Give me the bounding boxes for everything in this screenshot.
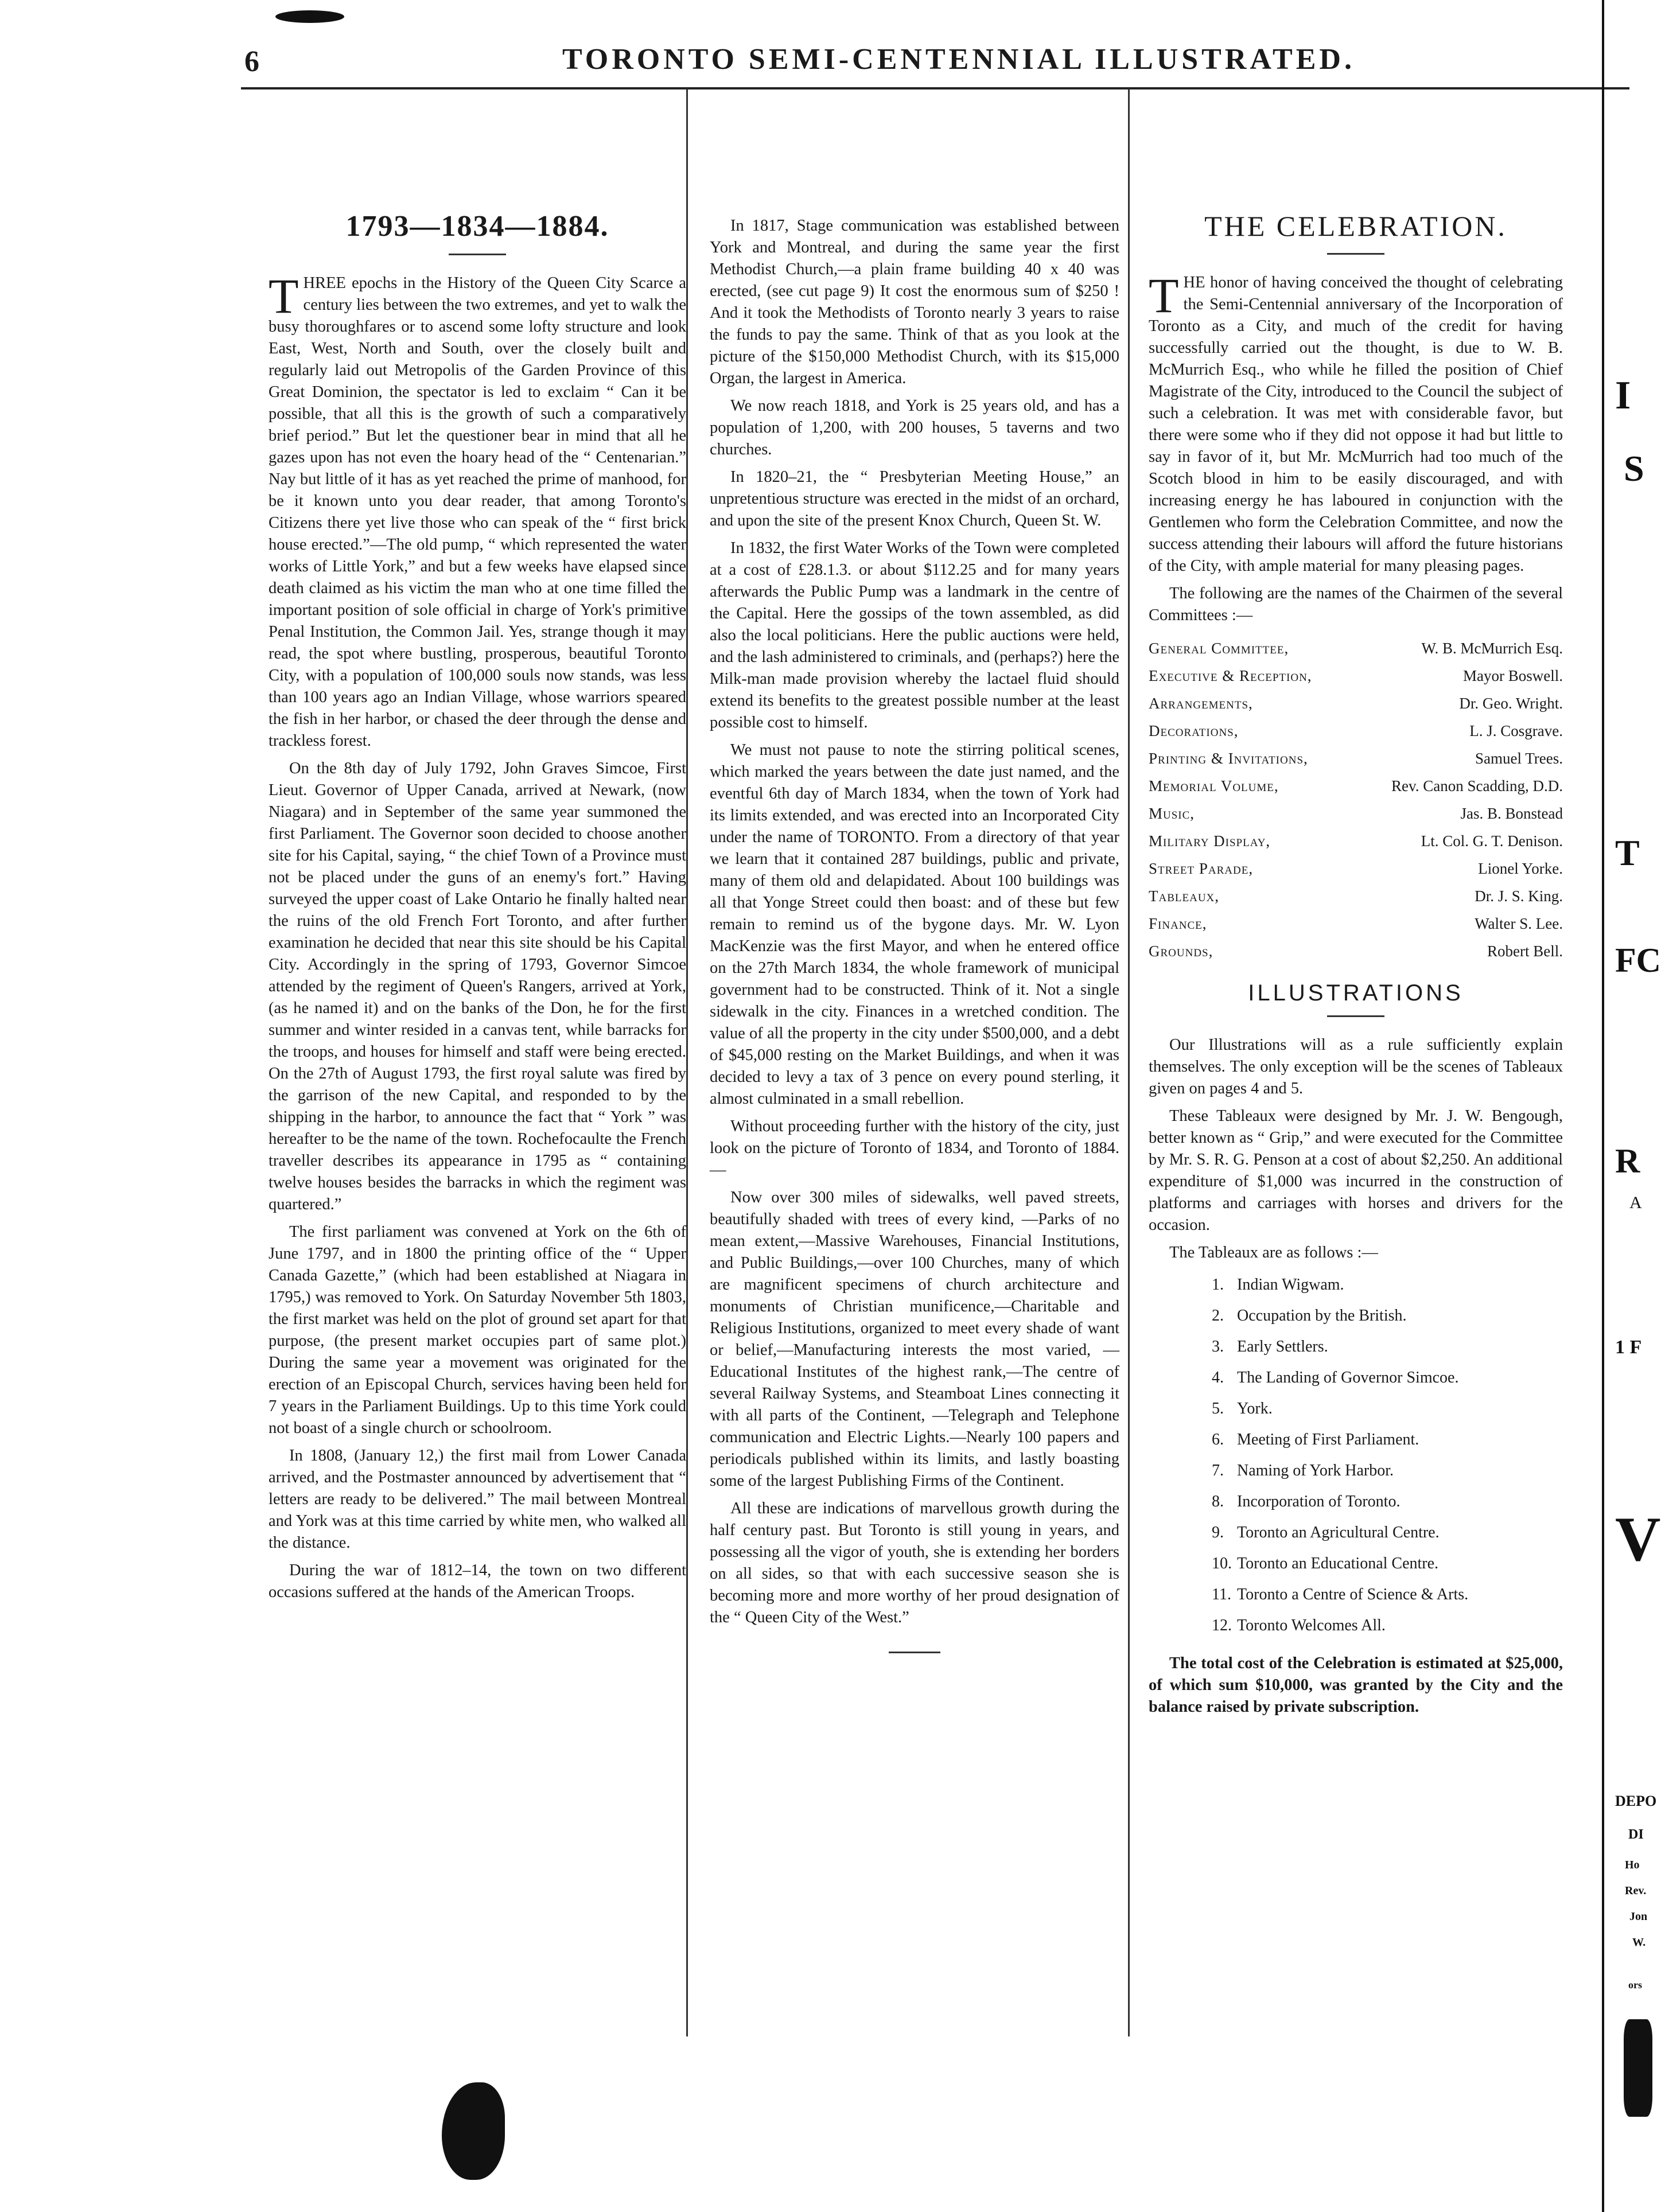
committee-name: Arrangements, [1149,695,1253,712]
list-item: 1. Indian Wigwam. [1212,1276,1344,1294]
adjacent-fragment: Jon [1629,1910,1648,1923]
chairman-row [1149,882,1563,910]
committee-name: Decorations, [1149,722,1239,739]
adjacent-fragment: S [1624,448,1644,489]
ink-blot [442,2082,505,2180]
list-item: 12. Toronto Welcomes All. [1212,1617,1386,1634]
list-item: 7. Naming of York Harbor. [1212,1462,1394,1479]
committee-name: Music, [1149,805,1195,822]
list-item: 5. York. [1212,1400,1273,1417]
paragraph: The Tableaux are as follows :— [1169,1244,1378,1261]
paragraph: All these are indications of marvellous growth during the half century past. But Toronto is still young in years, and possessing all the vigor of youth, she is extending her borders on all sides, so that with each successive season she is becoming more and more worthy of her proud designation of the “ Queen City of the West.” [710,1500,1119,1626]
chairman-name: Samuel Trees. [1475,750,1563,767]
committee-name: Memorial Volume, [1149,777,1279,795]
adjacent-fragment: R [1615,1142,1640,1180]
column-divider [1128,89,1130,2036]
adjacent-fragment: V [1615,1504,1661,1574]
paragraph: In 1820–21, the “ Presbyterian Meeting House,” an unpretentious structure was erected in the midst of an orchard, and upon the site of the present Knox Church, Queen St. W. [710,468,1119,529]
list-item: 11. Toronto a Centre of Science & Arts. [1212,1586,1469,1603]
chairman-row [1149,717,1563,745]
list-item: 6. Meeting of First Parliament. [1212,1431,1419,1448]
paragraph: On the 8th day of July 1792, John Graves Simcoe, First Lieut. Governor of Upper Canada, arrived at Newark, (now Niagara) and in September of the same year summoned the first Parliament. The Governor soon decided to choose another site for his Capital, saying, “ the chief Town of a Province must not be placed under the guns of an enemy's fort.” Having surveyed the upper coast of Lake Ontario he finally halted near the ruins of the old French Fort Toronto, and after further examination he decided that near this site should be his Capital City. Accordingly in the spring of 1793, Governor Simcoe attended by the regiment of Queen's Rangers, arrived at York, (as he named it) and on the banks of the Don, he for the first summer and winter resided in a canvas tent, while barracks for the troops, and houses for himself and staff were being erected. On the 27th of August 1793, the first royal salute was fired by the garrison of the new Capital, and responded to by the shipping in the harbor, to announce the fact that “ York ” was hereafter to be the name of the town. Rochefocaulte the French traveller describes its appearance in 1795 as “ containing twelve houses besides the barracks in which the regiment was quartered.” [269,760,686,1213]
adjacent-fragment: 1 F [1615,1337,1642,1358]
adjacent-fragment: A [1629,1193,1642,1212]
committee-name: Military Display, [1149,832,1271,850]
history-title: 1793—1834—1884. [345,210,609,243]
paragraph: THE honor of having conceived the thought of celebrating the Semi-Centennial anniversary of the Incorporation of Toronto as a City, and much of the credit for having successfully carried out the thought, is due to W. B. McMurrich Esq., who while he filled the position of Chief Magistrate of the City, introduced to the Council the subject of such a celebration. It was met with considerable favor, but there were some who if they did not oppose it had but little to say in favor of it, but Mr. McMurrich had too much of the Scotch blood in him to be easily discouraged, and with increasing energy he has laboured in conjunction with the Gentlemen who form the Celebration Committee, and now the success attending their labours will afford the future historians of the City, with ample material for many pleasing pages. [1149,268,1563,575]
chairman-name: Robert Bell. [1487,943,1563,960]
chairman-name: L. J. Cosgrave. [1469,722,1563,739]
chairman-name: Dr. Geo. Wright. [1459,695,1563,712]
paragraph: We now reach 1818, and York is 25 years old, and has a population of 1,200, with 200 houses, 5 taverns and two churches. [710,397,1119,458]
chairman-name: Walter S. Lee. [1475,915,1563,932]
adjacent-fragment: DEPO [1615,1793,1657,1809]
column-divider [686,89,688,2036]
paragraph: The total cost of the Celebration is estimated at $25,000, of which sum $10,000, was granted by the City and the balance raised by private subscription. [1149,1654,1563,1716]
paragraph: THREE epochs in the History of the Queen City Scarce a century lies between the two extremes, and yet to walk the busy thoroughfares or to ascend some lofty structure and look East, West, North and South, over the closely built and regularly laid out Metropolis of the Garden Province of this Great Dominion, the spectator is led to exclaim “ Can it be possible, that all this is the growth of such a comparatively brief period.” But let the questioner bear in mind that all he gazes upon has not even the hoary head of the “ Centenarian.” Nay but little of it has as yet reached the prime of manhood, for be it known unto you dear reader, that among Toronto's Citizens there yet live those who can speak of the “ first brick house erected.”—The old pump, “ which represented the water works of Little York,” and but a few weeks have elapsed since death claimed as his victim the man who at one time filled the important position of sole official in charge of York's primitive Penal Institution, the Common Jail. Yes, strange though it may read, the spot where bustling, prosperous, beautiful Toronto City, with a population of 100,000 souls now stands, was less than 100 years ago an Indian Village, whose warriors speared the fish in her harbor, or chased the deer through the dense and trackless forest. [269,268,686,750]
committee-name: Executive & Reception, [1149,667,1312,684]
list-item: 9. Toronto an Agricultural Centre. [1212,1524,1440,1541]
running-title: TORONTO SEMI-CENTENNIAL ILLUSTRATED. [562,43,1355,76]
column-history-continued [710,103,1119,1653]
paragraph: We must not pause to note the stirring political scenes, which marked the years between the date just named, and the eventful 6th day of March 1834, when the town of York had its limits extended, and was erected into an Incorporated City under the name of TORONTO. From a directory of that year we learn that it contained 287 buildings, public and private, many of them old and delapidated. About 100 buildings was all that Yonge Street could then boast: and of these but few remain to remind us of the bygone days. Mr. W. Lyon MacKenzie was the first Mayor, and when he entered office on the 27th March 1834, the whole framework of municipal government had to be constructed. Think of it. Not a single sidewalk in the city. Finances in a wretched condition. The value of all the property in the city under $500,000, and a debt of $45,000 resting on the Market Buildings, and when it was decided to levy a tax of 3 pence on every pound sterling, it almost culminated in a small rebellion. [710,741,1119,1108]
adjacent-fragment: ors [1628,1979,1642,1991]
tableaux-list [1212,1269,1563,1641]
adjacent-fragment: DI [1628,1827,1644,1842]
list-item: 10. Toronto an Educational Centre. [1212,1555,1439,1572]
column-celebration [1149,103,1563,1724]
adjacent-fragment: W. [1632,1936,1646,1949]
paragraph: Without proceeding further with the history of the city, just look on the picture of Toronto of 1834, and Toronto of 1884.— [710,1117,1119,1179]
adjacent-fragment: Rev. [1625,1884,1647,1897]
chairman-row [1149,634,1563,662]
chairman-name: Rev. Canon Scadding, D.D. [1391,777,1563,795]
chairman-row [1149,745,1563,772]
committee-name: Grounds, [1149,943,1213,960]
chairman-name: Dr. J. S. King. [1475,887,1563,905]
committee-name: Printing & Invitations, [1149,750,1308,767]
paragraph: During the war of 1812–14, the town on two different occasions suffered at the hands of the American Troops. [269,1561,686,1601]
chairman-name: Jas. B. Bonstead [1460,805,1563,822]
column-history [269,103,686,1609]
chairman-row [1149,690,1563,717]
chairman-row [1149,800,1563,827]
scan-margin [0,0,40,2212]
chairman-row [1149,910,1563,937]
paragraph: These Tableaux were designed by Mr. J. W. Bengough, better known as “ Grip,” and were executed for the Committee by Mr. S. R. G. Penson at a cost of about $2,250. An additional expenditure of $1,000 was incurred in the construction of platforms and carriages with horses and drivers for the occasion. [1149,1107,1563,1234]
adjacent-page-edge [1602,0,1604,2212]
paragraph: In 1832, the first Water Works of the Town were completed at a cost of £28.1.3. or about $112.25 and for many years afterwards the Public Pump was a landmark in the centre of the Capital. Here the gossips of the town assembled, as did also the local politicians. Here the public auctions were held, and the lash administered to criminals, and (perhaps?) here the Milk-man made provision whereby the lactael fluid should extend its benefits to the greatest possible number at the least possible cost to himself. [710,539,1119,731]
chairman-name: Lionel Yorke. [1478,860,1563,877]
list-item: 2. Occupation by the British. [1212,1307,1407,1325]
chairman-row [1149,662,1563,690]
committee-name: General Committee, [1149,640,1289,657]
committee-name: Street Parade, [1149,860,1254,877]
illustrations-heading: ILLUSTRATIONS [1248,980,1464,1006]
list-item: 8. Incorporation of Toronto. [1212,1493,1401,1510]
chairman-name: Lt. Col. G. T. Denison. [1421,832,1563,850]
paragraph: The first parliament was convened at York on the 6th of June 1797, and in 1800 the printing office of the “ Upper Canada Gazette,” (which had been established at Niagara in 1795,) was removed to York. On Saturday November 5th 1803, the first market was held on the plot of ground set apart for that purpose, (the present market occupies part of same plot.) During the same year a movement was originated for the erection of an Episcopal Church, services having been held for 7 years in the Parliament Buildings. Up to this time York could not boast of a single church or schoolroom. [269,1223,686,1437]
paragraph: In 1817, Stage communication was established between York and Montreal, and during the same year the first Methodist Church,—a plain frame building 40 x 40 was erected, (see cut page 9) It cost the enormous sum of $250 ! And it took the Methodists of Toronto nearly 3 years to raise the funds to pay the same. Think of that as you look at the picture of the $150,000 Methodist Church, with its $15,000 Organ, the largest in America. [710,217,1119,387]
committee-name: Finance, [1149,915,1207,932]
page-number: 6 [244,45,259,78]
chairman-row [1149,937,1563,965]
adjacent-fragment: T [1615,832,1640,873]
ink-blot [275,10,344,23]
paragraph: Now over 300 miles of sidewalks, well paved streets, beautifully shaded with trees of every kind, —Parks of no mean extent,—Massive Warehouses, Financial Institutions, and Public Buildings,—over 100 Churches, many of which are magnificent specimens of church architecture and monuments of Christian munificence,—Charitable and Religious Institutions, organized to meet every shade of want or belief,—Manufacturing interests the most varied, —Educational Institutes of the highest rank,—The centre of several Railway Systems, and Steamboat Lines connecting it with all parts of the Continent, —Telegraph and Telephone communication and Electric Lights.—Nearly 100 papers and periodicals published within its limits, and lastly boasting some of the largest Publishing Firms of the Continent. [710,1189,1119,1490]
end-rule [889,1652,940,1653]
adjacent-fragment: I [1615,373,1631,418]
list-item: 3. Early Settlers. [1212,1338,1328,1356]
adjacent-fragment: Ho [1625,1859,1640,1871]
adjacent-fragment: FC [1615,941,1661,979]
heading-rule [1327,1015,1384,1017]
ink-blot [1624,2019,1652,2117]
chairman-name: W. B. McMurrich Esq. [1421,640,1563,657]
paragraph: The following are the names of the Chairmen of the several Committees :— [1149,585,1563,624]
chairman-row [1149,772,1563,800]
list-item: 4. The Landing of Governor Simcoe. [1212,1369,1459,1387]
chairman-row [1149,827,1563,855]
paragraph: In 1808, (January 12,) the first mail from Lower Canada arrived, and the Postmaster announced by advertisement that “ letters are ready to be delivered.” The mail between Montreal and York was at this time carried by white men, who walked all the distance. [269,1447,686,1552]
chairman-row [1149,855,1563,882]
title-rule [449,254,506,255]
title-rule [1327,253,1384,255]
chairman-name: Mayor Boswell. [1463,667,1563,684]
committee-name: Tableaux, [1149,887,1220,905]
header-rule [241,87,1629,89]
chairmen-list [1149,634,1563,965]
celebration-title: THE CELEBRATION. [1204,210,1507,242]
paragraph: Our Illustrations will as a rule sufficiently explain themselves. The only exception will be the scenes of Tableaux given on pages 4 and 5. [1149,1036,1563,1097]
